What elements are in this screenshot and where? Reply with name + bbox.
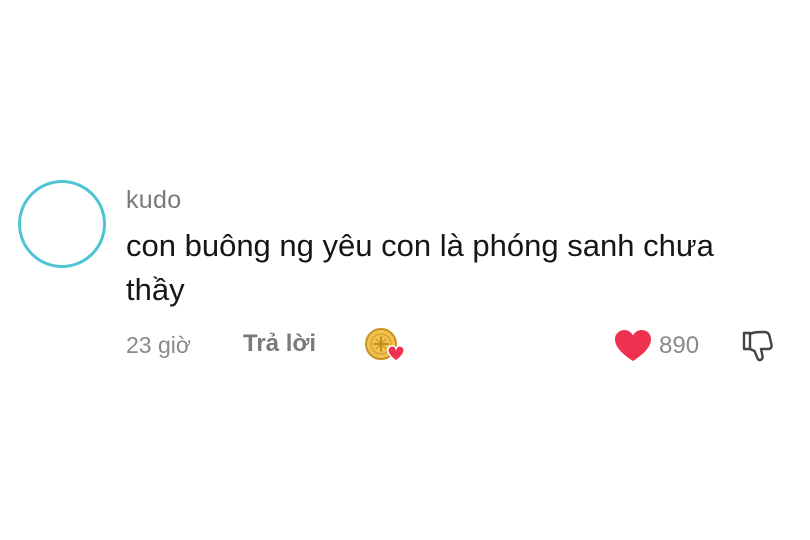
comment-body: [126, 186, 766, 312]
coin-heart-icon: [362, 325, 410, 365]
like-button[interactable]: [613, 325, 723, 365]
username[interactable]: kudo: [126, 186, 182, 214]
comment-actions: [126, 325, 786, 365]
reply-button[interactable]: Trả lời: [243, 330, 317, 357]
thumbs-down-icon: [740, 327, 776, 363]
avatar[interactable]: [18, 180, 106, 268]
comment-item: [18, 180, 788, 380]
sticker-reaction-icon[interactable]: [362, 325, 410, 365]
dislike-button[interactable]: [740, 327, 776, 363]
heart-icon: [613, 328, 653, 364]
timestamp: 23 giờ: [126, 332, 191, 358]
comment-text: con buông ng yêu con là phóng sanh chưa thầy: [126, 228, 714, 307]
like-count: 890: [659, 332, 700, 359]
